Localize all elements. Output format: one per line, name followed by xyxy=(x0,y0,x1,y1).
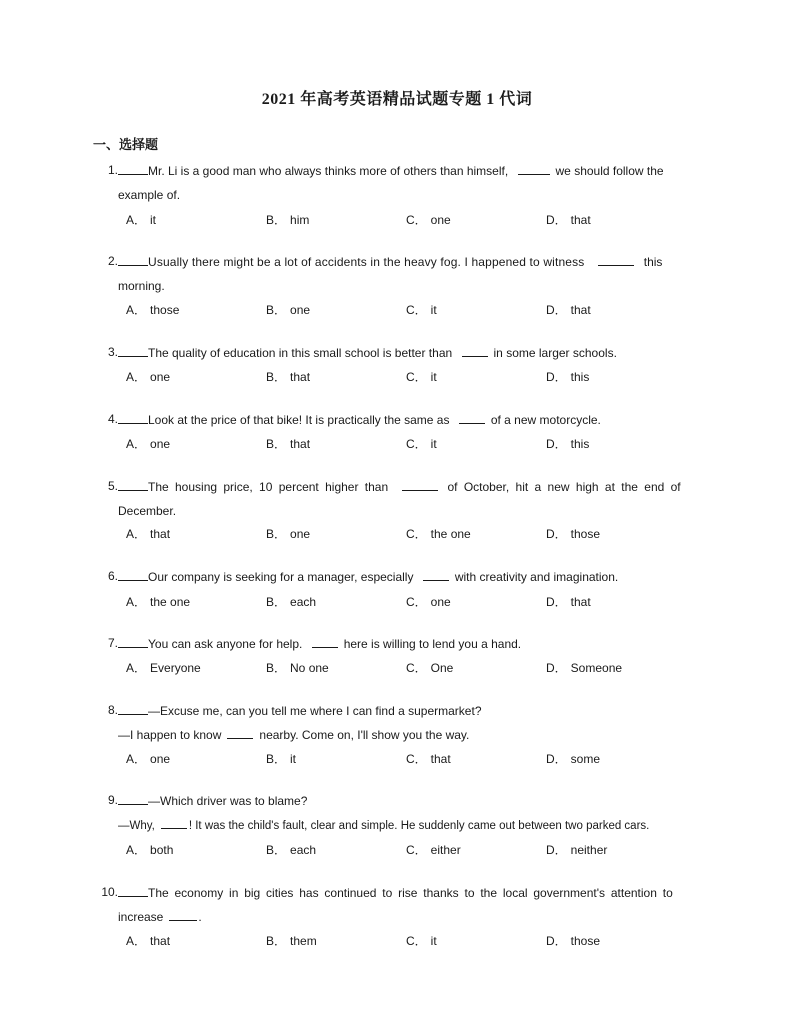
answer-blank xyxy=(118,479,148,491)
question-text: Mr. Li is a good man who always thinks more of others than himself, xyxy=(148,164,509,178)
question-text: nearby. Come on, I'll show you the way. xyxy=(259,728,470,742)
option-a[interactable]: A． the one xyxy=(126,595,191,609)
option-c[interactable]: C． one xyxy=(406,595,451,609)
answer-blank xyxy=(312,636,338,648)
option-c[interactable]: C． either xyxy=(406,843,461,857)
question-number: 1. xyxy=(107,163,118,177)
answer-blank xyxy=(459,412,485,424)
option-a[interactable]: A． it xyxy=(126,213,157,227)
answer-blank xyxy=(118,163,148,175)
question-text: of October, hit a new high at the end of xyxy=(447,480,681,494)
question-text: . xyxy=(198,910,202,924)
section-heading: 一、选择题 xyxy=(93,137,159,152)
question-text: —I happen to know xyxy=(118,728,222,742)
answer-blank xyxy=(423,569,449,581)
question-number: 10. xyxy=(101,885,118,899)
option-d[interactable]: D． some xyxy=(546,752,601,766)
option-d[interactable]: D． that xyxy=(546,213,591,227)
question-text: of a new motorcycle. xyxy=(490,413,601,427)
option-d[interactable]: D． those xyxy=(546,934,601,948)
question-number: 7. xyxy=(107,636,118,650)
option-c[interactable]: C． the one xyxy=(406,527,471,541)
question-text: The economy in big cities has continued to rise thanks to the local government's attention to xyxy=(148,886,673,900)
question-number: 8. xyxy=(107,703,118,717)
question-text: You can ask anyone for help. xyxy=(148,637,303,651)
question-text: ! It was the child's fault, clear and simple. He suddenly came out between two parked cars. xyxy=(188,820,650,832)
option-a[interactable]: A． that xyxy=(126,527,171,541)
question-number: 6. xyxy=(107,569,118,583)
option-a[interactable]: A． both xyxy=(126,843,174,857)
option-b[interactable]: B． that xyxy=(266,437,311,451)
question-text: this xyxy=(643,255,663,269)
answer-blank xyxy=(402,479,438,491)
question-text: Our company is seeking for a manager, especially xyxy=(148,570,414,584)
option-a[interactable]: A． one xyxy=(126,752,171,766)
answer-blank xyxy=(118,569,148,581)
question-number: 5. xyxy=(107,479,118,493)
question-text: with creativity and imagination. xyxy=(454,570,619,584)
option-d[interactable]: D． this xyxy=(546,437,590,451)
option-b[interactable]: B． it xyxy=(266,752,297,766)
question-text: Look at the price of that bike! It is practically the same as xyxy=(148,413,450,427)
option-c[interactable]: C． that xyxy=(406,752,451,766)
option-a[interactable]: A． one xyxy=(126,437,171,451)
option-d[interactable]: D． neither xyxy=(546,843,608,857)
option-c[interactable]: C． One xyxy=(406,661,454,675)
question-text: we should follow the xyxy=(555,164,664,178)
question-text: The housing price, 10 percent higher than xyxy=(148,480,389,494)
answer-blank xyxy=(118,703,148,715)
answer-blank xyxy=(227,727,253,739)
answer-blank xyxy=(169,909,197,921)
question-text-continued: example of. xyxy=(118,188,181,202)
question-text: —Which driver was to blame? xyxy=(148,794,308,808)
option-b[interactable]: B． each xyxy=(266,843,317,857)
answer-blank xyxy=(118,345,148,357)
option-c[interactable]: C． it xyxy=(406,303,437,317)
option-c[interactable]: C． it xyxy=(406,370,437,384)
answer-blank xyxy=(161,817,187,829)
option-d[interactable]: D． that xyxy=(546,303,591,317)
option-b[interactable]: B． No one xyxy=(266,661,329,675)
question-text: The quality of education in this small school is better than xyxy=(148,346,453,360)
option-b[interactable]: B． him xyxy=(266,213,310,227)
question-text: here is willing to lend you a hand. xyxy=(343,637,522,651)
option-a[interactable]: A． that xyxy=(126,934,171,948)
option-b[interactable]: B． one xyxy=(266,527,311,541)
option-b[interactable]: B． one xyxy=(266,303,311,317)
question-text: increase xyxy=(118,910,164,924)
option-d[interactable]: D． that xyxy=(546,595,591,609)
option-b[interactable]: B． each xyxy=(266,595,317,609)
question-text: in some larger schools. xyxy=(493,346,617,360)
page-title: 2021 年高考英语精品试题专题 1 代词 xyxy=(261,91,533,108)
answer-blank xyxy=(118,412,148,424)
question-text: —Why, xyxy=(118,820,155,832)
question-number: 9. xyxy=(107,793,118,807)
option-d[interactable]: D． this xyxy=(546,370,590,384)
answer-blank xyxy=(118,254,148,266)
answer-blank xyxy=(462,345,488,357)
option-d[interactable]: D． Someone xyxy=(546,661,623,675)
option-a[interactable]: A． Everyone xyxy=(126,661,201,675)
answer-blank xyxy=(598,254,634,266)
option-b[interactable]: B． them xyxy=(266,934,317,948)
option-c[interactable]: C． it xyxy=(406,437,437,451)
question-number: 4. xyxy=(107,412,118,426)
option-b[interactable]: B． that xyxy=(266,370,311,384)
question-text-continued: December. xyxy=(118,504,177,518)
option-a[interactable]: A． one xyxy=(126,370,171,384)
option-c[interactable]: C． it xyxy=(406,934,437,948)
question-text-continued: morning. xyxy=(118,279,165,293)
option-c[interactable]: C． one xyxy=(406,213,451,227)
answer-blank xyxy=(118,636,148,648)
answer-blank xyxy=(518,163,550,175)
question-number: 2. xyxy=(107,254,118,268)
option-d[interactable]: D． those xyxy=(546,527,601,541)
answer-blank xyxy=(118,793,148,805)
question-text: Usually there might be a lot of accidents in the heavy fog. I happened to witness xyxy=(148,255,585,269)
answer-blank xyxy=(118,885,148,897)
question-text: —Excuse me, can you tell me where I can find a supermarket? xyxy=(148,704,482,718)
option-a[interactable]: A． those xyxy=(126,303,180,317)
question-number: 3. xyxy=(107,345,118,359)
